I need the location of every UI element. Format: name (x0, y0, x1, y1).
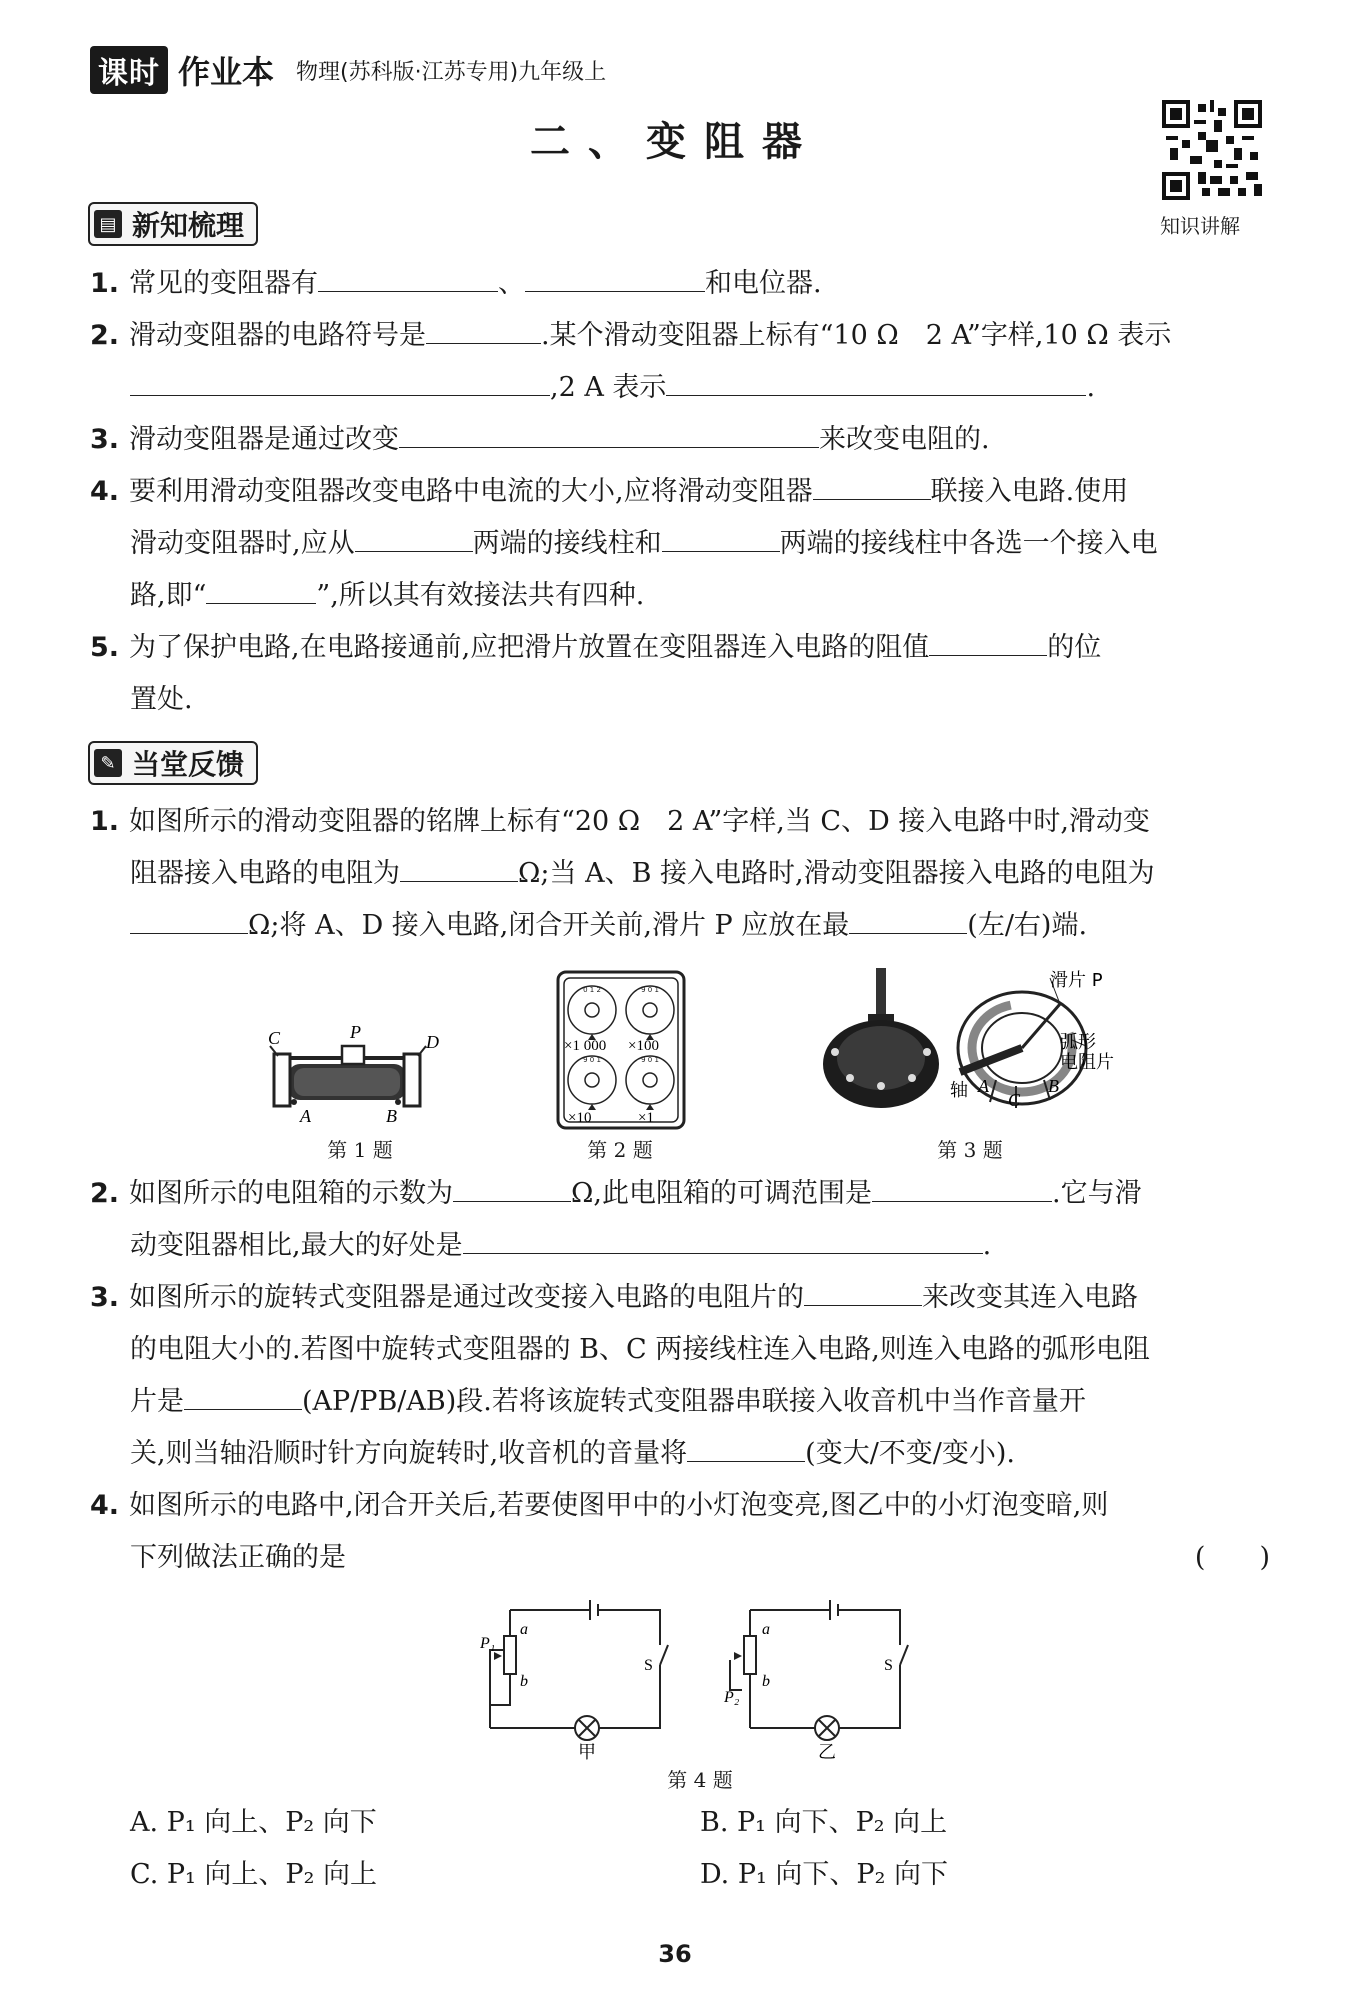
answer-blank[interactable] (426, 313, 541, 344)
answer-blank[interactable] (687, 1431, 805, 1462)
answer-blank[interactable] (453, 1171, 571, 1202)
question-text: 关,则当轴沿顺时针方向旋转时,收音机的音量将 (130, 1438, 688, 1469)
question-2-1 (90, 796, 1270, 952)
question-text: 为了保护电路,在电路接通前,应把滑片放置在变阻器连入电路的阻值 (129, 632, 930, 663)
question-number: 3. (90, 1282, 120, 1313)
question-text: . (1086, 372, 1096, 403)
slider-label-p1: P₁ (480, 1635, 496, 1652)
question-text: 如图所示的电阻箱的示数为 (129, 1178, 454, 1209)
dial-label-x1000: ×1 000 (564, 1038, 607, 1054)
series-logo: 课时 (90, 46, 168, 94)
figure-caption-4: 第 4 题 (667, 1768, 733, 1792)
question-text: 滑动变阻器是通过改变 (129, 424, 400, 455)
question-text: Ω;将 A、D 接入电路,闭合开关前,滑片 P 应放在最 (248, 910, 850, 941)
terminal-label-a: a (520, 1621, 528, 1638)
question-text: 的电阻大小的.若图中旋转式变阻器的 B、C 两接线柱连入电路,则连入电路的弧形电阻 (130, 1334, 1150, 1365)
question-text: ,2 A 表示 (550, 372, 667, 403)
answer-blank[interactable] (804, 1275, 922, 1306)
question-text: 滑动变阻器的电路符号是 (129, 320, 427, 351)
question-text: . (982, 1230, 992, 1261)
question-number: 1. (90, 268, 120, 299)
arc-resistor-label-1: 弧形 (1060, 1032, 1096, 1053)
answer-blank[interactable] (399, 417, 819, 448)
question-number: 4. (90, 1490, 120, 1521)
question-1-3 (90, 414, 1270, 466)
question-number: 2. (90, 320, 120, 351)
question-1-5 (90, 622, 1270, 726)
svg-text:9 0 1: 9 0 1 (641, 986, 659, 994)
question-text: 联接入电路.使用 (930, 476, 1129, 507)
question-text: (变大/不变/变小). (805, 1438, 1016, 1469)
section-heading-class-feedback (88, 741, 258, 785)
dial-label-x1: ×1 (638, 1110, 654, 1126)
question-text: 置处. (130, 684, 193, 715)
figure-caption-3: 第 3 题 (937, 1138, 1003, 1162)
series-logo-suffix: 作业本 (178, 53, 275, 91)
answer-blank[interactable] (130, 365, 550, 396)
terminal-label-c: C (1008, 1090, 1021, 1110)
question-text: 阻器接入电路的电阻为 (130, 858, 400, 889)
running-header (90, 46, 606, 94)
section-heading-label: 当堂反馈 (132, 748, 245, 781)
question-1-4 (90, 466, 1270, 622)
question-text: 常见的变阻器有 (129, 268, 319, 299)
answer-blank[interactable] (525, 261, 705, 292)
question-number: 2. (90, 1178, 120, 1209)
svg-text:0 1 2: 0 1 2 (583, 986, 601, 994)
figure-rotary-rheostat (810, 968, 1140, 1118)
figure-resistance-box (556, 970, 686, 1130)
question-number: 3. (90, 424, 120, 455)
answer-bracket[interactable]: ( ) (1194, 1542, 1270, 1573)
svg-text:9 0 1: 9 0 1 (641, 1056, 659, 1064)
question-text: 如图所示的电路中,闭合开关后,若要使图甲中的小灯泡变亮,图乙中的小灯泡变暗,则 (129, 1490, 1109, 1521)
page-title: 二、变阻器 (530, 119, 820, 165)
terminal-label-a: A (300, 1106, 311, 1126)
question-text: 两端的接线柱和 (472, 528, 662, 559)
answer-blank[interactable] (400, 851, 518, 882)
option-d[interactable]: D. P₁ 向下、P₂ 向下 (700, 1859, 948, 1890)
question-text: 片是 (130, 1386, 184, 1417)
terminal-label-a: a (762, 1621, 770, 1638)
answer-blank[interactable] (872, 1171, 1052, 1202)
qr-code-icon[interactable] (1162, 100, 1262, 200)
terminal-label-b: B (386, 1106, 397, 1126)
switch-label-s: S (884, 1657, 893, 1674)
question-text: 滑动变阻器时,应从 (130, 528, 355, 559)
question-text: 两端的接线柱中各选一个接入电 (779, 528, 1158, 559)
question-text: 来改变其连入电路 (922, 1282, 1139, 1313)
question-2-3 (90, 1272, 1270, 1480)
section-heading-label: 新知梳理 (132, 209, 245, 242)
answer-blank[interactable] (130, 903, 248, 934)
question-2-4 (90, 1480, 1270, 1584)
question-number: 5. (90, 632, 120, 663)
answer-blank[interactable] (355, 521, 473, 552)
slider-label-p2: P₂ (724, 1689, 740, 1706)
question-text: Ω,此电阻箱的可调范围是 (571, 1178, 873, 1209)
answer-blank[interactable] (813, 469, 931, 500)
question-1-2 (90, 310, 1270, 414)
question-text: 如图所示的旋转式变阻器是通过改变接入电路的电阻片的 (129, 1282, 805, 1313)
question-text: 来改变电阻的. (819, 424, 990, 455)
question-text: 路,即“ (130, 580, 207, 611)
terminal-label-d: D (426, 1032, 439, 1052)
option-b[interactable]: B. P₁ 向下、P₂ 向上 (700, 1807, 948, 1838)
question-text: (AP/PB/AB)段.若将该旋转式变阻器串联接入收音机中当作音量开 (302, 1386, 1086, 1417)
question-text: 要利用滑动变阻器改变电路中电流的大小,应将滑动变阻器 (129, 476, 813, 507)
pencil-icon: ✎ (94, 749, 122, 777)
question-text: 、 (498, 268, 526, 299)
answer-blank[interactable] (318, 261, 498, 292)
terminal-label-c: C (268, 1028, 281, 1048)
figure-slide-rheostat (268, 1016, 448, 1126)
answer-blank[interactable] (463, 1223, 983, 1254)
question-number: 4. (90, 476, 120, 507)
circuit-label-jia: 甲 (578, 1742, 596, 1760)
question-text: Ω;当 A、B 接入电路时,滑动变阻器接入电路的电阻为 (518, 858, 1155, 889)
figure-circuits (480, 1590, 920, 1760)
question-text: .某个滑动变阻器上标有“10 Ω 2 A”字样,10 Ω 表示 (541, 320, 1172, 351)
question-text: 和电位器. (705, 268, 822, 299)
question-text: ”,所以其有效接法共有四种. (316, 580, 645, 611)
answer-blank[interactable] (849, 903, 967, 934)
question-text: (左/右)端. (967, 910, 1088, 941)
question-text: 如图所示的滑动变阻器的铭牌上标有“20 Ω 2 A”字样,当 C、D 接入电路中时,滑动变 (129, 806, 1150, 837)
switch-label-s: S (644, 1657, 653, 1674)
answer-blank[interactable] (184, 1379, 302, 1410)
circuit-label-yi: 乙 (818, 1742, 836, 1760)
dial-label-x10: ×10 (568, 1110, 592, 1126)
terminal-label-b: b (762, 1673, 770, 1690)
answer-blank[interactable] (929, 625, 1047, 656)
question-text: 下列做法正确的是 (130, 1542, 346, 1573)
answer-blank[interactable] (666, 365, 1086, 396)
figure-caption-2: 第 2 题 (587, 1138, 653, 1162)
option-a[interactable]: A. P₁ 向上、P₂ 向下 (130, 1807, 377, 1838)
answer-blank[interactable] (206, 573, 316, 604)
page-number: 36 (658, 1940, 692, 1968)
answer-blank[interactable] (662, 521, 780, 552)
terminal-label-a: A (978, 1076, 989, 1096)
axis-label: 轴 (950, 1080, 968, 1101)
slider-label-p: P (350, 1022, 361, 1042)
svg-text:9 0 1: 9 0 1 (583, 1056, 601, 1064)
option-c[interactable]: C. P₁ 向上、P₂ 向上 (130, 1859, 378, 1890)
arc-resistor-label-2: 电阻片 (1060, 1052, 1114, 1073)
question-2-2 (90, 1168, 1270, 1272)
question-1-1 (90, 258, 1270, 310)
figure-caption-1: 第 1 题 (327, 1138, 393, 1162)
slider-p-label: 滑片 P (1050, 970, 1103, 991)
question-text: .它与滑 (1052, 1178, 1142, 1209)
section-heading-new-knowledge (88, 202, 258, 246)
question-number: 1. (90, 806, 120, 837)
book-icon: ▤ (94, 210, 122, 238)
dial-label-x100: ×100 (628, 1038, 659, 1054)
book-subtitle: 物理(苏科版·江苏专用)九年级上 (296, 59, 607, 85)
terminal-label-b: b (520, 1673, 528, 1690)
terminal-label-b: B (1048, 1076, 1059, 1096)
question-text: 动变阻器相比,最大的好处是 (130, 1230, 463, 1261)
qr-caption: 知识讲解 (1160, 214, 1240, 238)
question-text: 的位 (1047, 632, 1102, 663)
